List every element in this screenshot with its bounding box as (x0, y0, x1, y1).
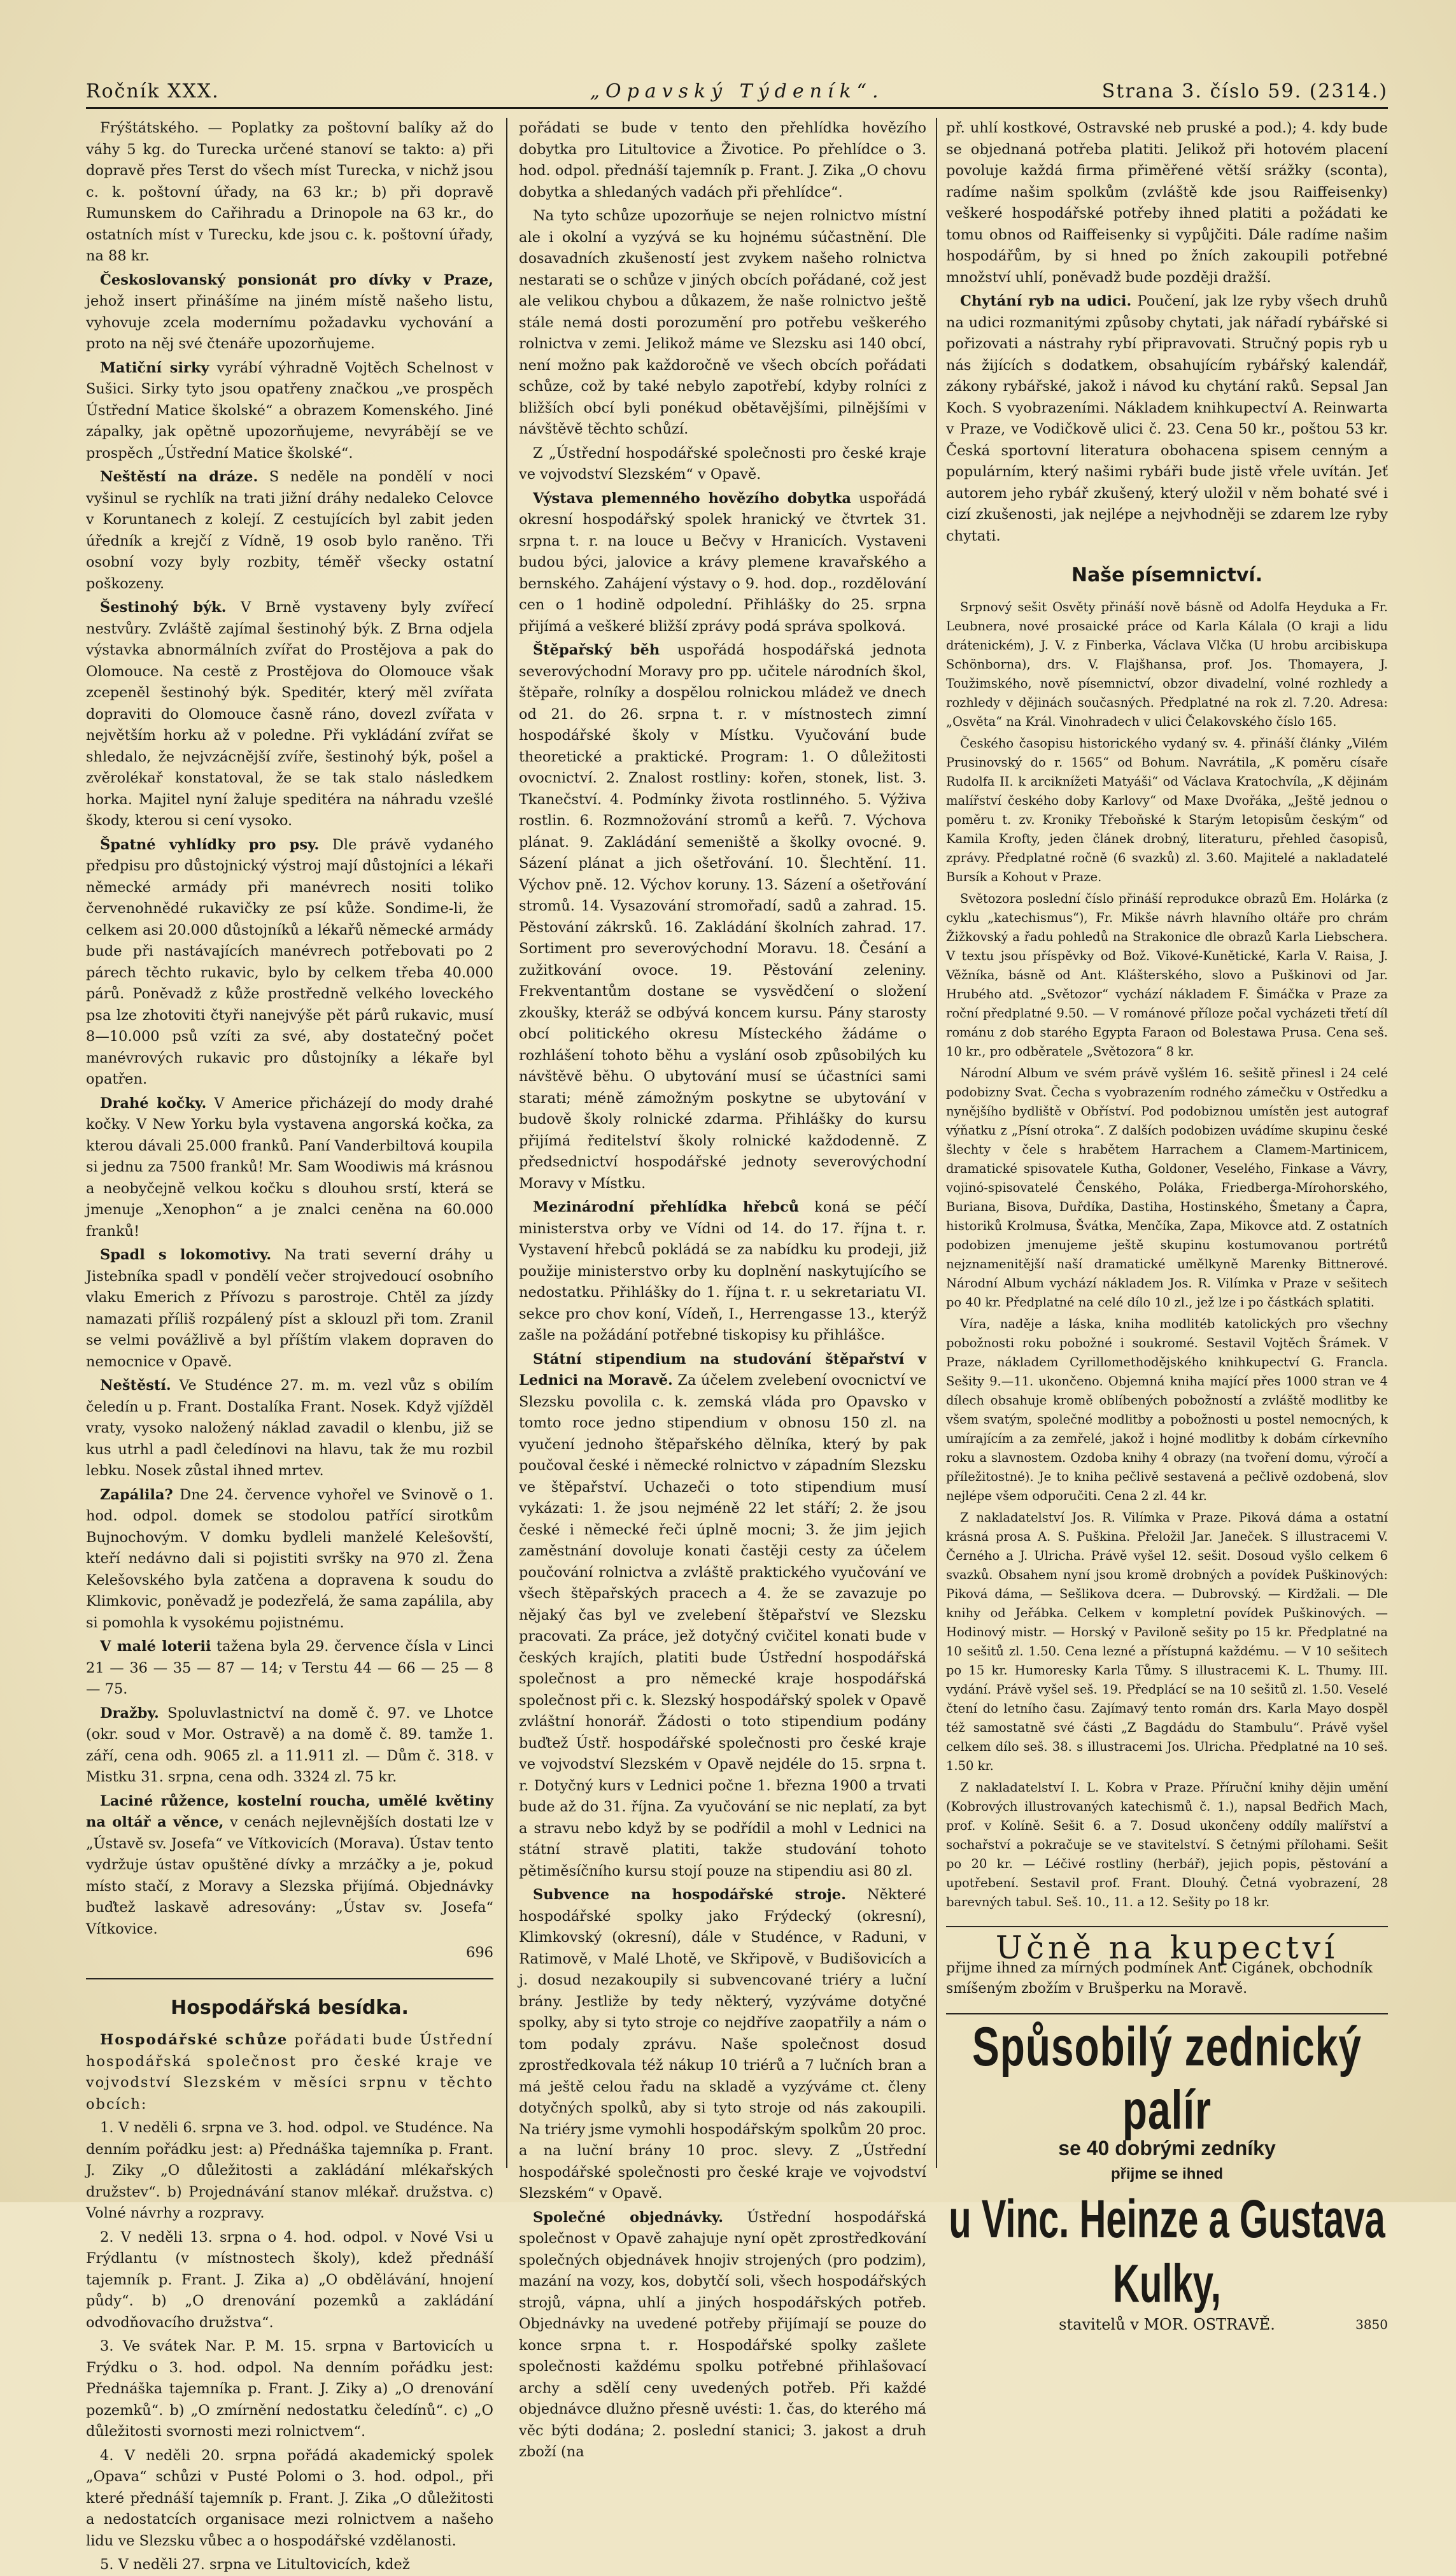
article-heading: Drahé kočky. (100, 1094, 207, 1112)
article: 3. Ve svátek Nar. P. M. 15. srpna v Bartovicích u Frýdku o 3. hod. odpol. Na denním pořádku jest: Přednáška tajemníka p. Frant. J. Ziky a) „O drenování pozemků“. b) „O zmírnění nedostatku čeledínů“. c) „O důležitosti svornosti mezi rolnictvem“. (86, 2338, 493, 2440)
article: Srpnový sešit Osvěty přináší nově básně od Adolfa Heyduka a Fr. Leubnera, nové prosaické práce od Karla Kálala (O kraji a lidu drátenickém), J. V. z Finberka, Václava Vlčka (U hrobu arcibiskupa Schönborna), drs. V. Flajšhansa, prof. Jos. Thomayera, J. Toužimského, nově písemnictví, obzor divadelní, volné rozhledy a rozhledy v dějinách současných. Předplatné na rok zl. 7.20. Adresa: „Osvěta“ na Král. Vinohradech v ulici Čelakovského číslo 165. (946, 599, 1388, 729)
article: Subvence na hospodářské stroje. Některé hospodářské spolky jako Frýdecký (okresní), Klimkovský (okresní), dále v Studénce, v Raduni, v Ratimově, v Malé Lhotě, ve Skřipově, v Budišovicích a j. dosud nezakoupily si subvencované triéry a luční brány. Jestliže by tedy některý, vyzýváme dotyčné spolky, aby si tyto stroje co nejdříve zaopatřily a nám o tom podaly zprávu. Naše společnost dosud zprostředkovala též nákup 10 triérů a 7 lučních bran a má ještě celou řadu na skladě a vyzýváme ct. členy dotyčných spolků, aby si tyto stroje od nás zakoupili. Na triéry jsme vymohli hospodářským spolkům 20 proc. a na luční brány 10 proc. slevy. Z „Ústřední hospodářské společnosti pro české kraje ve vojvodství Slezském“ v Opavě. (519, 1886, 927, 2202)
page-number: Strana 3. číslo 59. (2314.) (1101, 80, 1388, 103)
ad-number: 3850 (1355, 2317, 1388, 2332)
article-heading: Spadl s lokomotivy. (100, 1247, 272, 1263)
article: Z nakladatelství Jos. R. Vilímka v Praze. Piková dáma a ostatní krásná prosa A. S. Puškina. Přeložil Jar. Janeček. S illustracemi V. Černého a J. Ulricha. Právě vyšel 12. sešit. Dosoud vyšlo celkem 6 svazků. Obsahem nyní jsou kromě drobných a povídek Puškinových: Piková dáma, — Sešlikova dcera. — Dubrovský. — Kirdžali. — Dle knihy od Jeřábka. Celkem v kompletní povídek Puškinových. — Hodinový mistr. — Horský v Paviloně sešity po 15 kr. Předplatné na 10 sešitů zl. 1.50. Cena lezné a přístupná každému. — V 10 sešitech po 15 kr. Humoresky Karla Tůmy. S illustracemi K. L. Thumy. III. vydání. Právě vyšel seš. 19. Předplácí se na 10 sešitů zl. 1.50. Veselé čtení do letního času. Zajímavý tento román drs. Karla Mayo dospěl též samostatně své části „Z Bagdádu do Stambulu“. Právě vyšel celkem dílo seš. 38. s illustracemi Jos. Ulricha. Předplatné na 10 seš. 1.50 kr. (946, 1510, 1388, 1773)
column-divider (506, 118, 507, 2168)
article: Národní Album ve svém právě vyšlém 16. sešitě přinesl i 24 celé podobizny Svat. Čecha s vyobrazením rodného zámečku v Ostředku a nynějšího bydliště v Obříství. Pod podobiznou umístěn jest autograf výňatku z „Písní otroka“. Z dalších podobizen uvádíme skupinu české šlechty v čele s hrabětem Harrachem a Clamem-Martinicem, dramatické spisovatele Kutha, Goldoner, Veselého, Finkase a Vávry, vojinó-spisovatelé Čenského, Poláka, Friedberga-Mírohorského, Buriana, Bisova, Duřdíka, Dastiha, Hostinského, Šmetany a Čapra, historiků Krolmusa, Švátka, Menčíka, Zapa, Mikovce atd. Z ostatních podobizen jmenujeme ještě skupinu kostumovanou portrétů nejznamenitější naší dramatické umělkyně Marenky Bittnerové. Národní Album vychází nákladem Jos. R. Vilímka v Praze v sešitech po 40 kr. Předplatné na celé dílo 10 zl., jež lze i po částkách splatiti. (946, 1065, 1388, 1310)
advertisement-location: stavitelů v MOR. OSTRAVĚ. (1059, 2316, 1275, 2333)
article: Chytání ryb na udici. Poučení, jak lze ryby všech druhů na udici rozmanitými způsoby chytati, jak nářadí rybářské si pořizovati a nástrahy rybí připravovati. Stručný popis ryb u nás žijících s dodatkem, obsahujícím rybářský kalendář, zákony rybářské, jakož i návod ku chytání raků. Sepsal Jan Koch. S vyobrazeními. Nákladem knihkupectví A. Reinwarta v Praze, ve Vodičkově ulici č. 23. Cena 50 kr., poštou 53 kr. Česká sportovní literatura obohacena spisem cenným a populárním, který našimi rybáři bude jistě vřele uvítán. Jeť autorem jeho rybář zkušený, který uložil v něm bohaté své i cizí zkušenosti, jak nejlépe a nejvhodněji se zdarem lze ryby chytati. (946, 293, 1388, 544)
column-divider (936, 118, 937, 2168)
article-heading: Společné objednávky. (533, 2209, 724, 2226)
article-heading: Šestinohý býk. (100, 599, 227, 616)
article: Štěpařský běh uspořádá hospodářská jednota severovýchodní Moravy pro pp. učitele národních škol, štěpaře, rolníky a dospělou rolnickou mládež ve dnech od 21. do 26. srpna t. r. v místnostech zimní hospodářské školy v Místku. Vyučování bude theoretické a praktické. Program: 1. O důležitosti ovocnictví. 2. Znalost rostliny: kořen, stonek, list. 3. Tkanečství. 4. Podmínky života rostlinného. 5. Výživa rostlin. 6. Rozmnožování stromů a keřů. 7. Výchova plánat. 9. Zakládání semeniště a školky ovocné. 9. Sázení plánat a jich ošetřování. 10. Šlechtění. 11. Výchov pně. 12. Výchov koruny. 13. Sázení a ošetřování stromů. 14. Vysazování stromořadí, sadů a zahrad. 15. Pěstování zákrsků. 16. Zakládání školních zahrad. 17. Sortiment pro severovýchodní Moravu. 18. Česání a zužitkování ovoce. 19. Pěstování zeleniny. Frekventantům dostane se vysvědčení o složení zkoušky, kteráž se odbývá koncem kursu. Pány starosty obcí politického okresu Místeckého žádáme o rozhlášení tohoto běhu a vyslání osob způsobilých ku návštěvě běhu. O ubytování musí se účastníci sami starati; méně zámožným poskytne se ubytování v budově školy rolnické zdarma. Přihlášky do kursu přijímá ředitelství školy rolnické každodenně. Z předsednictví hospodářské jednoty severovýchodní Moravy v Místku. (519, 642, 926, 1192)
article: Drahé kočky. V Americe přicházejí do mody drahé kočky. V New Yorku byla vystavena angorská kočka, za kterou dávali 25.000 franků. Paní Vanderbiltová koupila si jednu za 7500 franků! Mr. Sam Woodiwis má krásnou a neobyčejně velkou kočku s dlouhou srstí, která se jmenuje „Xenophon“ a je znalci ceněna na 60.000 franků! (86, 1094, 493, 1240)
article: Z nakladatelství I. L. Kobra v Praze. Příruční knihy dějin umění (Kobrových illustrovaných katechismů č. 1.), napsal Bedřich Mach, prof. v Kolíně. Sešit 6. a 7. Dosud ukončeny oddíly malířství a sochařství a pokračuje se ve stavitelství. S četnými přílohami. Sešit po 20 kr. — Léčivé rostliny (herbář), jejich popis, pěstování a upotřebení. Sestavil prof. Frant. Dlouhý. Četná vyobrazení, 28 barevných tabul. Seš. 10., 11. a 12. Sešity po 18 kr. (946, 1780, 1388, 1909)
advertisement-text: přijme ihned za mírných podmínek Ant. Cigánek, obchodník smíšeným zbožím v Brušperku na Moravě. (946, 1960, 1373, 1997)
advertisement-firm: u Vinc. Heinze a Gustava Kulky, (949, 2189, 1385, 2314)
article-heading: Dražby. (100, 1704, 159, 1722)
article-heading: Mezinárodní přehlídka hřebců (533, 1199, 800, 1215)
advertisement-footer (946, 2314, 1388, 2336)
article: V malé loterii tažena byla 29. července čísla v Linci 21 — 36 — 35 — 87 — 14; v Terstu 44 — 66 — 25 — 8 — 75. (86, 1638, 493, 1697)
article-heading: Štěpařský běh (533, 642, 660, 658)
article: Víra, naděje a láska, kniha modlitéb katolických pro všechny pobožnosti roku pobožné i soukromé. Sestavil Vojtěch Šrámek. V Praze, nákladem Cyrillomethodějského knihkupectví G. Francla. Sešity 9.—11. ukončeno. Objemná kniha mající přes 1000 stran ve 4 dílech obsahuje kromě oblíbených pobožností a zvláště modlitby ke všem svatým, společné modlitby a pobožnosti u postel nemocných, k umírajícím a za zemřelé, jakož i hojné modlitby k dobám církevního roku a slavnostem. Ozdoba knihy 4 obrazy (na tvoření domu, výročí a příležitostné). Je to kniha pečlivě sestavená a pečlivě ozdobená, slov nejlépe všem odporučiti. Cena 2 zl. 44 kr. (946, 1316, 1388, 1503)
article: Na tyto schůze upozorňuje se nejen rolnictvo místní ale i okolní a vyzývá se ku hojnému súčastnění. Dle dosavadních zkušeností jest zvykem našeho rolnictva nestarati se o schůze v jiných obcích pořádané, což jest ale velikou chybou a důkazem, že naše rolnictvo ještě stále nemá dosti porozumění pro potřebu veškerého rolnictva v zemi. Jelikož máme ve Slezsku asi 140 obcí, není možno pak každoročně ve všech obcích pořádati schůze, což by také nebylo zapotřebí, kdyby rolníci z bližších obcí byli ponékud obětavějšími, pilnějšími v návštěvě těchto schůzí. (519, 208, 926, 437)
volume-label: Ročník XXX. (86, 80, 220, 103)
article: 2. V neděli 13. srpna o 4. hod. odpol. v Nové Vsi u Frýdlantu (v místnostech školy), kdež přednáší tajemník p. Frant. J. Zika a) „O obdělávání, hnojení půdy“. b) „O drenování pozemků a zakládání odvodňovacího družstva“. (86, 2228, 493, 2331)
page-header (86, 75, 1388, 109)
article-heading: Špatné vyhlídky pro psy. (100, 836, 320, 853)
article-heading: Matiční sirky (100, 359, 209, 376)
article: Laciné růžence, kostelní roucha, umělé květiny na oltář a věnce, v cenách nejlevnějších dostati lze v „Ústavě sv. Josefa“ ve Vítkovicích (Morava). Ústav tento vydržuje ústav opuštěné dívky a mrzáčky a je, pokud místo stačí, z Moravy a Slezska přijímá. Objednávky buďtež laskavě adresovány: „Ústav sv. Josefa“ Vítkovice. (86, 1792, 493, 1937)
article-heading: Hospodářské schůze (100, 2032, 288, 2048)
article: př. uhlí kostkové, Ostravské neb pruské a pod.); 4. kdy bude se objednaná potřeba platiti. Jelikož při hotovém placení povoluje každá firma přiměřené větší srážky (sconta), radíme našim spolkům (zvláště kde jsou Raiffeisenky) veškeré hospodářské potřeby ihned platiti a požádati ke tomu obnos od Raiffeisenky si vypůjčiti. Dále radíme našim hospodářům, by si hned po žních zakoupili potřebné množství uhlí, poněvadž bude později dražší. (946, 120, 1388, 286)
article: Matiční sirky vyrábí výhradně Vojtěch Schelnost v Sušici. Sirky tyto jsou opatřeny značkou „ve prospěch Ústřední Matice školské“ a obrazem Komenského. Jiné zápalky, jak opětně upozorňujeme, nevyrábějí se ve prospěch „Ústřední Matice školské“. (86, 359, 493, 462)
article: 5. V neděli 27. srpna ve Litultovicích, kdež (100, 2556, 410, 2573)
article: Frýštátského. — Poplatky za poštovní balíky až do váhy 5 kg. do Turecka určené stanoví se takto: a) při dopravě přes Terst do všech míst Turecka, v nichž jsou c. k. poštovní úřady, na 63 kr.; b) při dopravě Rumunskem do Cařihradu a Drinopole na 63 kr., do ostatních míst v Turecku, kde jsou c. k. poštovní úřady, na 88 kr. (86, 120, 493, 264)
section-heading: Naše písemnictví. (1071, 564, 1263, 586)
article: Hospodářské schůze pořádati bude Ústřední hospodářská společnost pro české kraje ve vojvodství Slezském v měsíci srpnu v těchto obcích: (86, 2032, 493, 2112)
advertisement-line: se 40 dobrými zedníky (1058, 2137, 1276, 2160)
horizontal-rule (86, 1978, 493, 1979)
article: Šestinohý býk. V Brně vystaveny byly zvířecí nestvůry. Zvláště zajímal šestinohý býk. Z Brna odjela výstavka abnormálních zvířat do Prostějova a pak do Olomouce. Na cestě z Prostějova do Olomouce však zcepeněl šestinohý býk. Speditér, který měl zvířata dopraviti do Olomouce časně ráno, dovezl zvířata v největším horku až v poledne. Při vykládání zvířat se shledalo, že nejvzácnější zvíře, šestinohý býk, pošel a zvěrolékař konstatoval, že se tak stalo následkem horka. Majitel nyní žaluje speditéra na náhradu vzešlé škody, kterou si cení vysoko. (86, 599, 493, 829)
article-heading: V malé loterii (100, 1638, 211, 1655)
article: Spadl s lokomotivy. Na trati severní dráhy u Jistebníka spadl v pondělí večer strojvedoucí osobního vlaku Emerich z Přívozu s parostroje. Chtěl za jízdy namazati příliš rozpálený píst a sklouzl při tom. Zranil se velmi povážlivě a byl příštím vlakem dopraven do nemocnice v Opavě. (86, 1247, 493, 1370)
article-heading: Státní stipendium na studování štěpařství v Lednici na Moravě. (519, 1350, 926, 1389)
article-heading: Subvence na hospodářské stroje. (533, 1886, 846, 1903)
advertisement-line: přijme se ihned (1110, 2165, 1224, 2183)
column-1 (86, 118, 493, 2573)
article: 1. V neděli 6. srpna ve 3. hod. odpol. ve Studénce. Na denním pořádku jest: a) Přednáška tajemníka p. Frant. J. Ziky „O důležitosti a zakládání mlékařských družstev“. b) Projednávání stanov mlékař. družstva. c) Volné návrhy a rozpravy. (86, 2120, 493, 2221)
article: Zapálila? Dne 24. července vyhořel ve Svinově o 1. hod. odpol. domek se stodolou patřící sirotkům Bujnochovým. V domku bydleli manželé Kelešovští, kteří nedávno dali si pojistiti svršky na 970 zl. Žena Kelešovského byla zatčena a dopravena k soudu do Klimkovic, poněvadž je podezřelá, že sama zapálila, aby si pomohla k vysokému pojistnému. (86, 1486, 493, 1631)
article-heading: Zapálila? (100, 1486, 173, 1503)
article-heading: Výstava plemenného hovězího dobytka (533, 490, 851, 507)
article-heading: Českoslovanský ponsionát pro dívky v Praze, (100, 271, 493, 288)
article: 4. V neděli 20. srpna pořádá akademický spolek „Opava“ schůzi v Pusté Polomi o 3. hod. odpol., při které přednáší tajemník p. Frant. J. Zika „O důležitosti a nedostatcích organisace mezi rolnictvem a našeho lidu ve Slezsku vůbec a o hospodářské vzdělanosti. (86, 2447, 493, 2549)
section-heading: Hospodářská besídka. (171, 1996, 409, 2019)
advertisement-title: Učně na kupectví (995, 1928, 1339, 1966)
article: Výstava plemenného hovězího dobytka uspořádá okresní hospodářský spolek hranický ve čtvrtek 31. srpna t. r. na louce u Bečvy v Hranicích. Vystaveni budou býci, jalovice a krávy plemene kravařského a bernského. Zahájení výstavy o 9. hod. dop., rozdělování cen o 1 hodině odpolední. Přihlášky do 25. srpna přijímá a veškeré bližší zprávy podá správa spolková. (519, 490, 926, 635)
advertisement-headline: Spůsobilý zednický palír (972, 2015, 1362, 2141)
horizontal-rule (946, 1926, 1388, 1927)
article: Špatné vyhlídky pro psy. Dle právě vydaného předpisu pro důstojnický výstroj mají důstojníci a lékaři německé armády při manévrech nositi toliko červenohnědé rukavičky ze psí kůže. Sondime-li, že celkem asi 20.000 důstojníků a lékařů německé armády bude při nastávajících manévrech potřebovati po 2 párech těchto rukavic, bylo by celkem třeba 40.000 párů. Poněvadž z kůže prostředně velkého loveckého psa lze zhotoviti čtyři nanejvýše pět párů rukavic, musí 8—10.000 psů vzíti za své, aby dostatečný počet manévrových rukavic pro důstojníky a lékaře byl opatřen. (86, 836, 493, 1087)
newspaper-title: „Opavský Týdeník“. (590, 80, 884, 103)
article-heading: Neštěstí. (100, 1377, 171, 1394)
ad-number: 696 (466, 1944, 493, 1961)
article: Dražby. Spoluvlastnictví na domě č. 97. ve Lhotce (okr. soud v Mor. Ostravě) a na domě č. 89. tamže 1. září, cena odh. 9065 zl. a 11.911 zl. — Dům č. 318. v Mistku 31. srpna, cena odh. 3324 zl. 75 kr. (86, 1704, 493, 1785)
article: Neštěstí. Ve Studénce 27. m. m. vezl vůz s obilím čeledín u p. Frant. Dostalíka Frant. Nosek. Když vjížděl vraty, vysoko naložený náklad zavadil o klenbu, již se kus utrhl a padl čeledínovi na hlavu, tak že mu rozbil lebku. Nosek zůstal ihned mrtev. (86, 1377, 493, 1479)
article: Státní stipendium na studování štěpařství v Lednici na Moravě. Za účelem zvelebení ovocnictví ve Slezsku povolila c. k. zemská vláda pro Opavsko v tomto roce jedno stipendium v obnosu 150 zl. na vyučení jednoho štěpařského dělníka, který by pak poučoval české i německé rolnictvo v západním Slezsku ve štěpařství. Uchazeči o toto stipendium musí vykázati: 1. že jsou nejméně 22 let stáří; 2. že jsou české i německé řeči úplně mocni; 3. že jim jejich zaměstnání dovoluje konati častěji cesty za účelem poučování rolnictva a zvláště praktického vyučování ve všech štěpařských pracech a 4. že se zavazuje po nějaký čas byl ve zvelebení štěpařství ve Slezsku pracovati. Za práce, jež dotyčný cvičitel konati bude v českých krajích, platiti bude Ústřední hospodářská společnost a pro německé kraje hospodářská společnost při c. k. Slezský hospodářský spolek v Opavě zvláštní honorář. Žádosti o toto stipendium podány buďtež Ústř. hospodářské společnosti pro české kraje ve vojvodství Slezském v Opavě nejdéle do 15. srpna t. r. Dotyčný kurs v Lednici počne 1. března 1900 a trvati bude až do 31. října. Za vyučování se nic neplatí, za byt a stravu nebo když by se podřídil a mohl v Lednici na státní stravě platiti, takže studování tohoto pětiměsíčního kursu stojí pouze na stipendiu asi 80 zl. (519, 1350, 926, 1879)
article-heading: Laciné růžence, kostelní roucha, umělé květiny na oltář a věnce, (86, 1792, 493, 1830)
article: Neštěstí na dráze. S neděle na pondělí v noci vyšinul se rychlík na trati jižní dráhy nedaleko Celovce v Koruntanech z kolejí. Z cestujících byl zabit jeden úředník a krejčí z Vídně, 19 osob bylo raněno. Tři osobní vozy byly rozbity, téměř všecky ostatní poškozeny. (86, 469, 493, 592)
article: Českoslovanský ponsionát pro dívky v Praze, jehož insert přinášíme na jiném místě našeho listu, vyhovuje zcela modernímu požadavku vychování a proto na něj své čtenáře upozorňujeme. (86, 271, 493, 352)
article: Světozora poslední číslo přináší reprodukce obrazů Em. Holárka (z cyklu „katechismus“), Fr. Mikše návrh hlavního oltáře pro chrám Žižkovský a řadu pohledů na Strakonice dle obrazů Karla Liebschera. V textu jsou příspěvky od Bož. Vikové-Kunětické, Karla V. Raisa, J. Věžníka, básně od Ant. Klášterského, slovo a Puškinovi od Jar. Hrubého atd. „Světozor“ vychází nákladem F. Šimáčka v Praze za roční předplatné 9.50. — V románové příloze počal vycházeti třetí díl románu z dob starého Egypta Faraon od Bolestawa Prusa. Cena seš. 10 kr., pro odběratele „Světozora“ 8 kr. (946, 891, 1388, 1059)
column-3 (946, 118, 1388, 2333)
article: Společné objednávky. Ústřední hospodářská společnost v Opavě zahajuje nyní opět zprostředkování společných objednávek hnojiv strojených (pro podzim), mazání na vozy, kos, dobytčí soli, všech hospodářských strojů, vápna, uhlí a jiných hospodářských potřeb. Objednávky na uvedené potřeby přijímají se pouze do konce srpna t. r. Hospodářské spolky zašlete společnosti každému spolku potřebné přihlašovací archy a sdělí ceny uvedených potřeb. Při každé objednávce dlužno přesně uvésti: 1. čas, do kterého má věc býti dodána; 2. poslední stanici; 3. jakost a druh zboží (na (519, 2209, 927, 2460)
article: Českého časopisu historického vydaný sv. 4. přináší články „Vilém Prusinovský do r. 1565“ od Bohum. Navrátila, „K poměru císaře Rudolfa II. k arciknížeti Matyáši“ od Václava Kratochvíla, „K dějinám malířství českého doby Karlovy“ od Maxe Dvořáka, „Ještě jednou o poměru t. zv. Kroniky Třeboňské k Starým letopisům českým“ od Kamila Krofty, jeden článek drobný, literaturu, přehled časopisů, zprávy. Předplatné ročně (6 svazků) zl. 3.60. Majitelé a nakladatelé Bursík a Kohout v Praze. (946, 735, 1388, 884)
article-heading: Neštěstí na dráze. (100, 469, 258, 485)
article: pořádati se bude v tento den přehlídka hovězího dobytka pro Litultovice a Životice. Po přehlídce o 3. hod. odpol. přednáší tajemník p. Frant. J. Zika „O chovu dobytka a shledaných vadách při přehlídce“. (519, 120, 926, 201)
article: Z „Ústřední hospodářské společnosti pro české kraje ve vojvodství Slezském“ v Opavě. (519, 444, 926, 483)
article: Mezinárodní přehlídka hřebců koná se péčí ministerstva orby ve Vídni od 14. do 17. října t. r. Vystavení hřebců pokládá se za nabídku ku prodeji, již použije ministerstvo orby ku doplnění naskytujícího se nedostatku. Přihlášky do 1. října t. r. u sekretariatu VI. sekce pro chov koní, Vídeň, I., Herrengasse 13., kterýž zašle na požádání potřebné tiskopisy ku přihlášce. (519, 1199, 926, 1343)
column-2 (519, 118, 927, 2460)
article-heading: Chytání ryb na udici. (960, 293, 1132, 309)
